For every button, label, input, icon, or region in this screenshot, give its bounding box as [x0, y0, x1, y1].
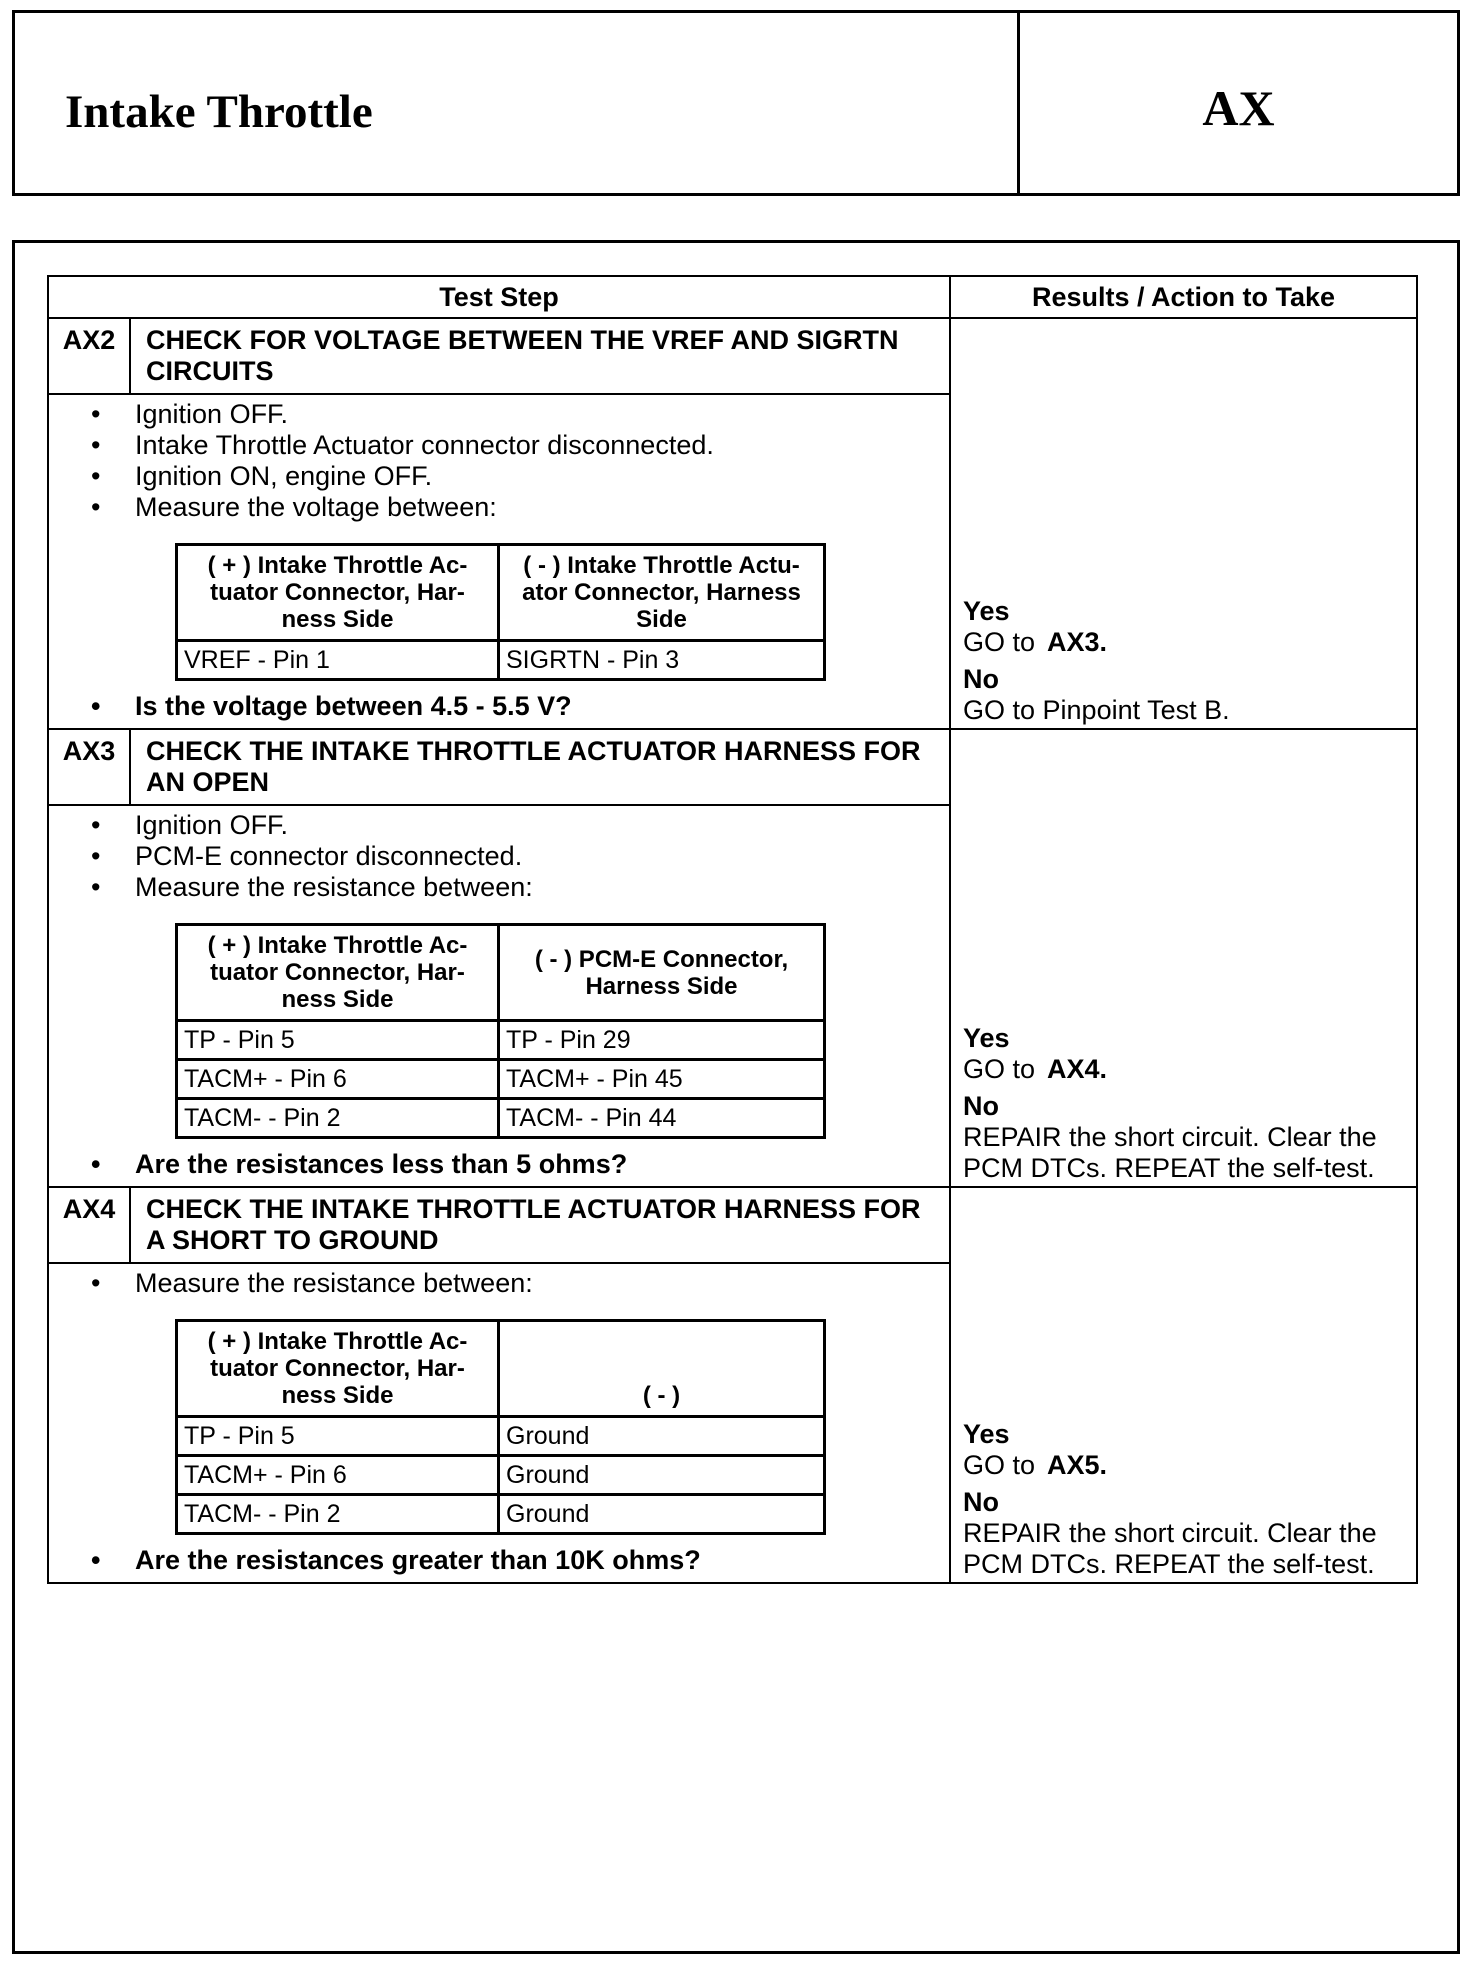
step-bullets — [75, 399, 939, 523]
meas-cell: TP - Pin 5 — [177, 1021, 499, 1060]
table-row — [177, 1417, 825, 1456]
measurement-table — [175, 543, 826, 681]
meas-cell: TACM- - Pin 2 — [177, 1495, 499, 1534]
meas-cell: TACM- - Pin 44 — [499, 1099, 825, 1138]
no-action: REPAIR the short circuit. Clear the PCM DTCs. REPEAT the self-test. — [963, 1518, 1377, 1579]
step-title: CHECK FOR VOLTAGE BETWEEN THE VREF AND SIGRTN CIRCUITS — [130, 318, 950, 394]
meas-header-positive: ( + ) Intake Throttle Ac-tuator Connector, Har-ness Side — [177, 1321, 499, 1417]
step-id: AX2 — [48, 318, 130, 394]
table-row — [177, 1456, 825, 1495]
section-code: AX — [1202, 80, 1275, 136]
meas-cell: Ground — [499, 1456, 825, 1495]
meas-cell: TACM+ - Pin 6 — [177, 1060, 499, 1099]
results-header: Results / Action to Take — [950, 276, 1417, 318]
list-item: • Measure the resistance between: — [75, 1268, 939, 1299]
meas-header-positive: ( + ) Intake Throttle Ac-tuator Connector, Har-ness Side — [177, 545, 499, 641]
meas-cell: TP - Pin 29 — [499, 1021, 825, 1060]
list-item: • Ignition ON, engine OFF. — [75, 461, 939, 492]
list-item: • PCM-E connector disconnected. — [75, 841, 939, 872]
yes-label: Yes — [963, 1419, 1010, 1449]
step-body — [48, 394, 950, 729]
list-item: • Measure the voltage between: — [75, 492, 939, 523]
step-title-row — [48, 729, 1417, 805]
meas-cell: TACM+ - Pin 45 — [499, 1060, 825, 1099]
diagnostic-table — [47, 275, 1418, 1584]
meas-cell: TACM+ - Pin 6 — [177, 1456, 499, 1495]
page-header — [12, 10, 1460, 196]
no-label: No — [963, 1487, 999, 1517]
step-results — [950, 318, 1417, 729]
yes-ref: AX3. — [1047, 627, 1108, 657]
table-row — [177, 641, 825, 680]
meas-cell: TACM- - Pin 2 — [177, 1099, 499, 1138]
step-title: CHECK THE INTAKE THROTTLE ACTUATOR HARNESS FOR A SHORT TO GROUND — [130, 1187, 950, 1263]
step-results — [950, 1187, 1417, 1583]
yes-ref: AX4. — [1047, 1054, 1108, 1084]
table-row — [177, 1060, 825, 1099]
meas-header-negative: ( - ) PCM-E Connector, Harness Side — [499, 925, 825, 1021]
yes-action — [963, 627, 1408, 658]
no-label: No — [963, 664, 999, 694]
yes-action — [963, 1450, 1408, 1481]
step-question — [75, 1149, 939, 1180]
meas-header-positive: ( + ) Intake Throttle Ac-tuator Connector, Har-ness Side — [177, 925, 499, 1021]
list-item: • Intake Throttle Actuator connector disconnected. — [75, 430, 939, 461]
table-header-row — [48, 276, 1417, 318]
no-action: GO to Pinpoint Test B. — [963, 695, 1230, 725]
step-id: AX4 — [48, 1187, 130, 1263]
question-item: • Is the voltage between 4.5 - 5.5 V? — [75, 691, 939, 722]
step-body — [48, 805, 950, 1187]
yes-ref: AX5. — [1047, 1450, 1108, 1480]
list-item: • Measure the resistance between: — [75, 872, 939, 903]
meas-cell: Ground — [499, 1495, 825, 1534]
yes-action — [963, 1054, 1408, 1085]
yes-label: Yes — [963, 1023, 1010, 1053]
meas-header-negative: ( - ) — [499, 1321, 825, 1417]
measurement-table — [175, 1319, 826, 1535]
list-item: • Ignition OFF. — [75, 399, 939, 430]
step-bullets — [75, 810, 939, 903]
yes-text: GO to — [963, 1450, 1036, 1480]
meas-header-negative: ( - ) Intake Throttle Actu-ator Connector, Harness Side — [499, 545, 825, 641]
step-id: AX3 — [48, 729, 130, 805]
question-item: • Are the resistances less than 5 ohms? — [75, 1149, 939, 1180]
step-title-row — [48, 318, 1417, 394]
meas-cell: TP - Pin 5 — [177, 1417, 499, 1456]
meas-cell: VREF - Pin 1 — [177, 641, 499, 680]
step-question — [75, 691, 939, 722]
yes-text: GO to — [963, 1054, 1036, 1084]
test-step-header: Test Step — [48, 276, 950, 318]
step-question — [75, 1545, 939, 1576]
yes-label: Yes — [963, 596, 1010, 626]
table-row — [177, 1021, 825, 1060]
meas-cell: Ground — [499, 1417, 825, 1456]
step-title-row — [48, 1187, 1417, 1263]
step-title: CHECK THE INTAKE THROTTLE ACTUATOR HARNESS FOR AN OPEN — [130, 729, 950, 805]
table-row — [177, 1495, 825, 1534]
no-action: REPAIR the short circuit. Clear the PCM DTCs. REPEAT the self-test. — [963, 1122, 1377, 1183]
step-body — [48, 1263, 950, 1583]
list-item: • Ignition OFF. — [75, 810, 939, 841]
page-title: Intake Throttle — [65, 86, 373, 138]
question-item: • Are the resistances greater than 10K ohms? — [75, 1545, 939, 1576]
yes-text: GO to — [963, 627, 1036, 657]
table-row — [177, 1099, 825, 1138]
measurement-table — [175, 923, 826, 1139]
no-label: No — [963, 1091, 999, 1121]
step-results — [950, 729, 1417, 1187]
step-bullets — [75, 1268, 939, 1299]
meas-cell: SIGRTN - Pin 3 — [499, 641, 825, 680]
